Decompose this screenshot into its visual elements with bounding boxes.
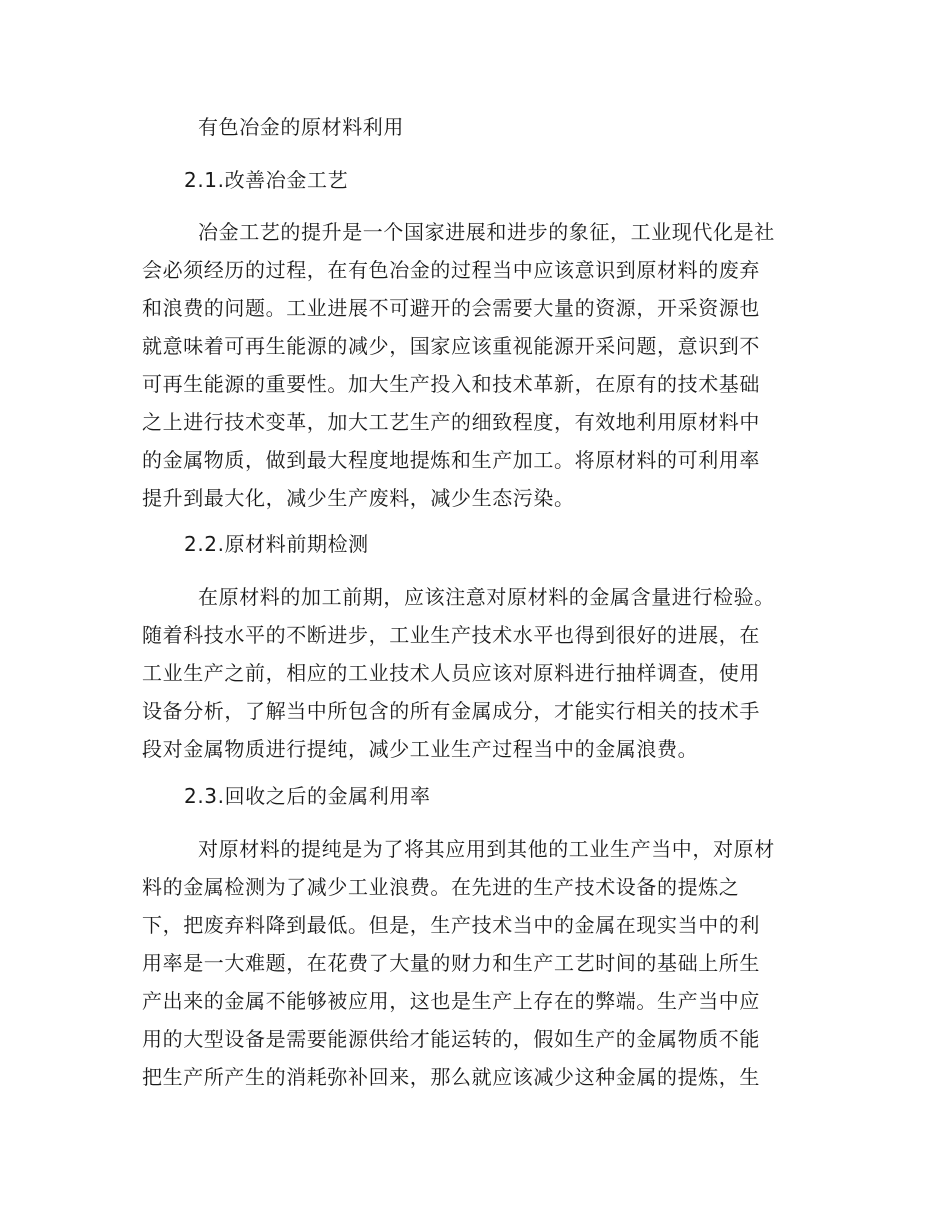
- heading-2-2: 2.2.原材料前期检测: [184, 532, 369, 556]
- paragraph-line: 和浪费的问题。工业进展不可避开的会需要大量的资源，开采资源也: [142, 296, 760, 320]
- paragraph-line: 对原材料的提纯是为了将其应用到其他的工业生产当中，对原材: [198, 837, 775, 861]
- paragraph-2-1: [142, 213, 810, 517]
- paragraph-line: 提升到最大化，减少生产废料，减少生态污染。: [142, 486, 575, 510]
- paragraph-line: 把生产所产生的消耗弥补回来，那么就应该减少这种金属的提炼，生: [142, 1065, 760, 1089]
- paragraph-line: 之上进行技术变革，加大工艺生产的细致程度，有效地利用原材料中: [142, 410, 760, 434]
- paragraph-2-3: [142, 830, 810, 1096]
- paragraph-line: 可再生能源的重要性。加大生产投入和技术革新，在原有的技术基础: [142, 372, 760, 396]
- paragraph-line: 就意味着可再生能源的减少，国家应该重视能源开采问题，意识到不: [142, 334, 760, 358]
- heading-2-3: 2.3.回收之后的金属利用率: [184, 784, 431, 808]
- paragraph-line: 用的大型设备是需要能源供给才能运转的，假如生产的金属物质不能: [142, 1027, 760, 1051]
- paragraph-line: 冶金工艺的提升是一个国家进展和进步的象征，工业现代化是社: [198, 220, 775, 244]
- paragraph-line: 料的金属检测为了减少工业浪费。在先进的生产技术设备的提炼之: [142, 875, 740, 899]
- paragraph-line: 用率是一大难题，在花费了大量的财力和生产工艺时间的基础上所生: [142, 951, 760, 975]
- paragraph-line: 设备分析，了解当中所包含的所有金属成分，才能实行相关的技术手: [142, 699, 760, 723]
- paragraph-2-2: [142, 578, 810, 768]
- paragraph-line: 段对金属物质进行提纯，减少工业生产过程当中的金属浪费。: [142, 737, 699, 761]
- heading-2-1: 2.1.改善冶金工艺: [184, 168, 349, 192]
- paragraph-line: 产出来的金属不能够被应用，这也是生产上存在的弊端。生产当中应: [142, 989, 760, 1013]
- paragraph-line: 的金属物质，做到最大程度地提炼和生产加工。将原材料的可利用率: [142, 448, 760, 472]
- paragraph-line: 下，把废弃料降到最低。但是，生产技术当中的金属在现实当中的利: [142, 913, 760, 937]
- paragraph-line: 随着科技水平的不断进步，工业生产技术水平也得到很好的进展，在: [142, 623, 760, 647]
- paragraph-line: 工业生产之前，相应的工业技术人员应该对原料进行抽样调查，使用: [142, 661, 760, 685]
- paragraph-line: 在原材料的加工前期，应该注意对原材料的金属含量进行检验。: [198, 585, 775, 609]
- section-title: 有色冶金的原材料利用: [198, 115, 404, 139]
- paragraph-line: 会必须经历的过程，在有色冶金的过程当中应该意识到原材料的废弃: [142, 258, 760, 282]
